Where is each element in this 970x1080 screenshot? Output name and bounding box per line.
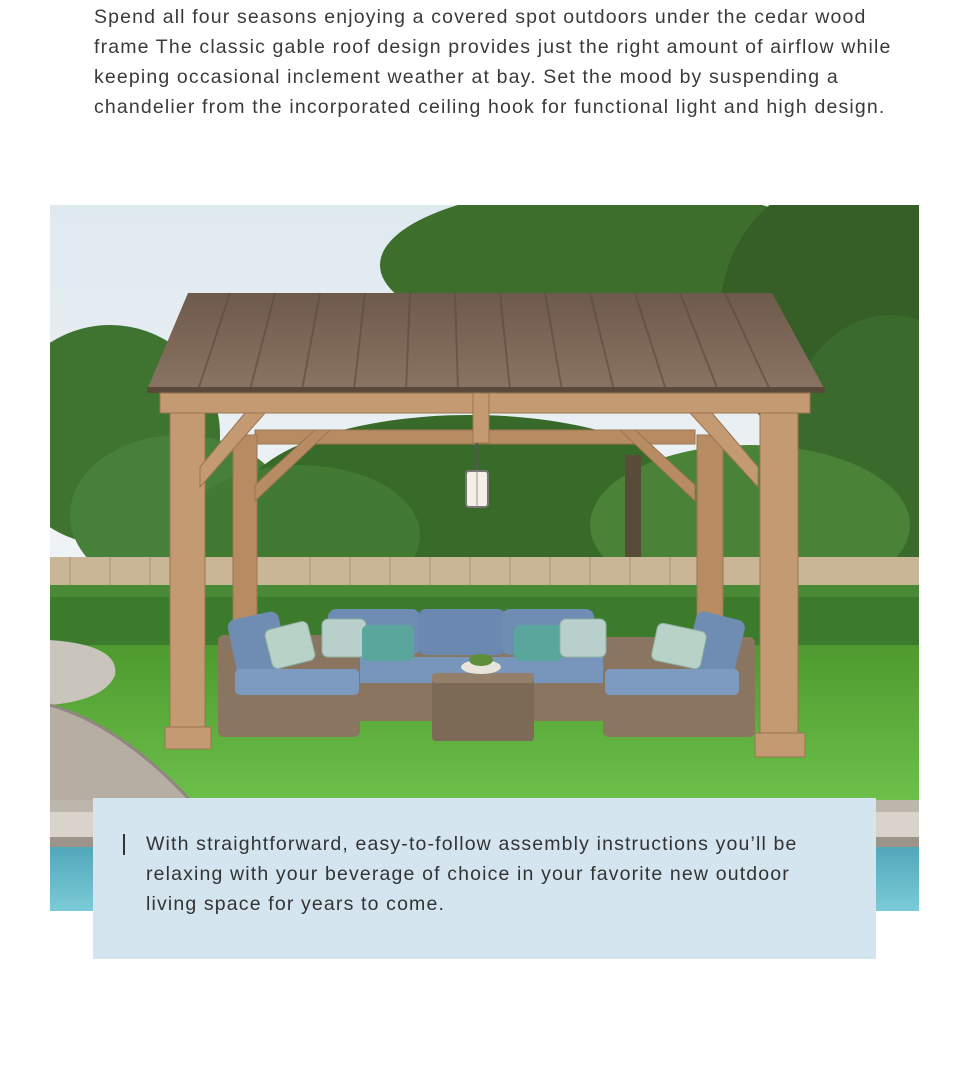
callout-text: With straightforward, easy-to-follow assembly instructions you’ll be relaxing with your beverage of choice in your favorite new outdoor living space for years to come. [146, 833, 798, 915]
intro-paragraph: Spend all four seasons enjoying a covered spot outdoors under the cedar wood frame The classic gable roof design provides just the right amount of airflow while keeping occasional inclement weather at bay. Set the mood by suspending a chandelier from the incorporated ceiling hook for functional light and high design. [94, 6, 892, 118]
gazebo-roof [147, 293, 825, 393]
patio-sofa-set [218, 609, 755, 741]
assembly-callout [93, 798, 876, 959]
callout-accent-bar [123, 834, 125, 855]
